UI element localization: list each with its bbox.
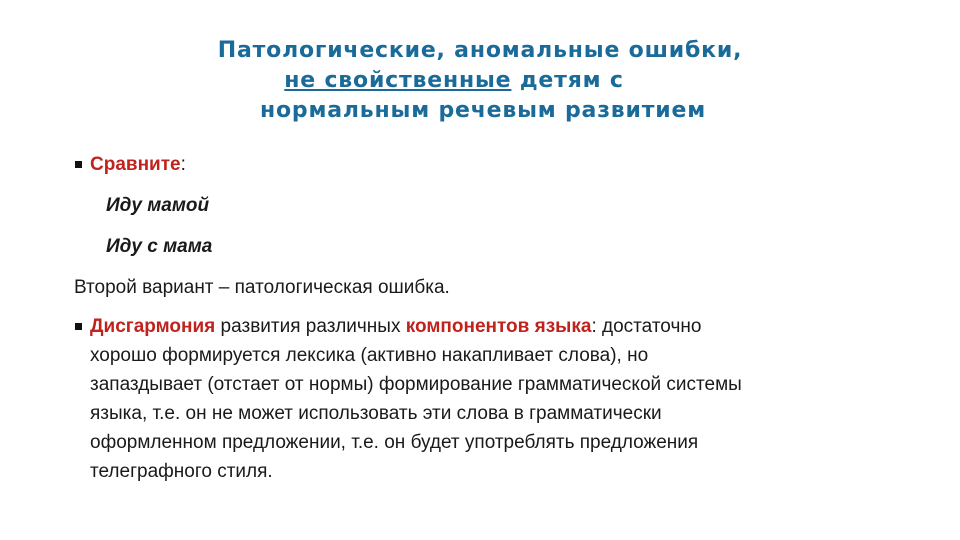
slide-title: [0, 36, 960, 126]
dysharmony-term: Дисгармония: [90, 316, 216, 337]
conclusion-text: Второй вариант – патологическая ошибка.: [74, 277, 450, 298]
example-2: Иду с мама: [106, 236, 213, 257]
dysharmony-text-mid: развития различных: [215, 316, 406, 337]
language-components-term: компонентов языка: [405, 316, 592, 337]
dysharmony-line-1-end: : достаточно: [591, 316, 702, 337]
bullet-dysharmony: [74, 312, 894, 486]
dysharmony-line-6: телеграфного стиля.: [90, 461, 273, 482]
dysharmony-line-4: языка, т.е. он не может использовать эти слова в грамматически: [90, 403, 662, 424]
example-1: Иду мамой: [106, 195, 210, 216]
title-underlined-phrase: не свойственные: [284, 68, 512, 93]
compare-colon: :: [180, 154, 186, 175]
square-bullet-icon: [75, 323, 82, 330]
bullet-compare: [74, 150, 894, 179]
dysharmony-line-3: запаздывает (отстает от нормы) формирование грамматической системы: [90, 374, 742, 395]
square-bullet-icon: [75, 161, 82, 168]
title-line-3: нормальным речевым развитием: [260, 98, 706, 123]
title-line-2: [0, 66, 960, 96]
title-line-1: Патологические, аномальные ошибки,: [217, 38, 743, 63]
dysharmony-line-1: [90, 312, 894, 341]
dysharmony-line-2: хорошо формируется лексика (активно накапливает слова), но: [90, 345, 649, 366]
compare-label: Сравните: [90, 154, 181, 175]
dysharmony-line-5: оформленном предложении, т.е. он будет употреблять предложения: [90, 432, 699, 453]
title-line-2-rest: детям с: [511, 68, 624, 93]
slide-body: [74, 150, 894, 486]
